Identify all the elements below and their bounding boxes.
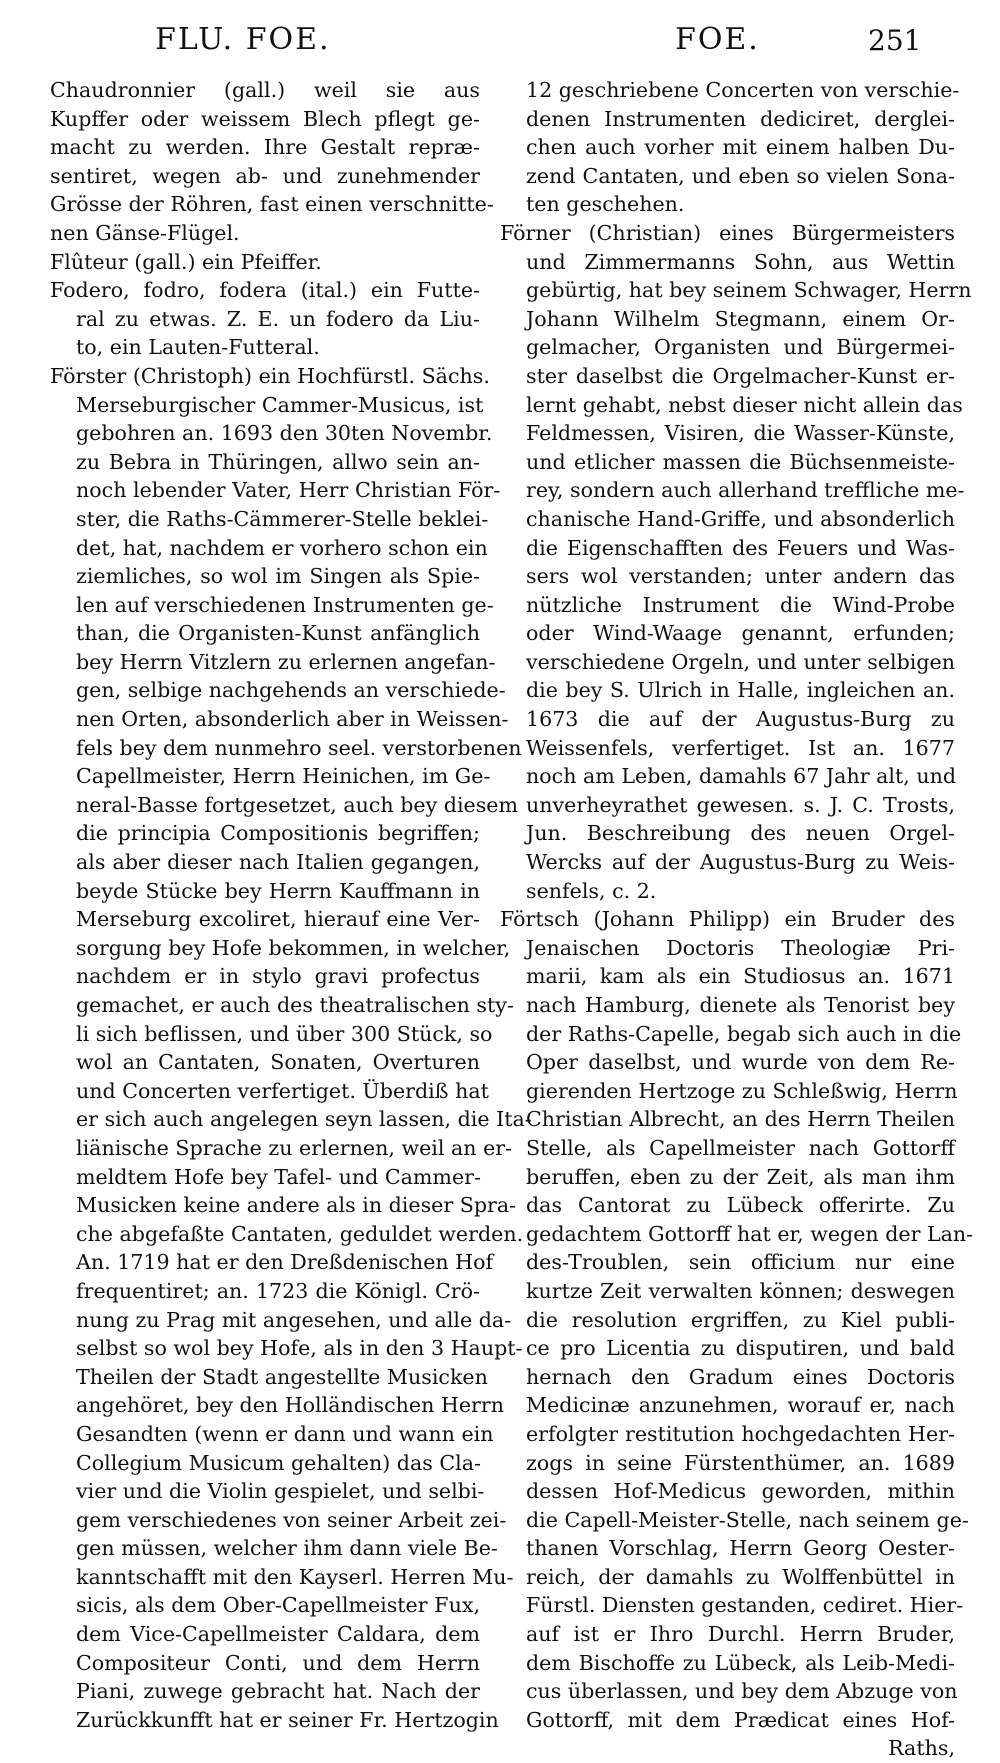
text-line: neral-Basse fortgesetzet, auch bey diesem bbox=[76, 792, 519, 817]
text-line: Compositeur Conti, und dem Herrn bbox=[76, 1650, 480, 1675]
text-line: to, ein Lauten-Futteral. bbox=[76, 335, 320, 360]
text-line: frequentiret; an. 1723 die Königl. Crö- bbox=[76, 1278, 480, 1303]
text-line: denen Instrumenten dediciret, derglei- bbox=[526, 106, 955, 131]
text-line: hernach den Gradum eines Doctoris bbox=[526, 1364, 955, 1389]
text-line: sentiret, wegen ab- und zunehmender bbox=[50, 163, 480, 188]
text-line: bey Herrn Vitzlern zu erlernen angefan- bbox=[76, 649, 496, 674]
text-line: Stelle, als Capellmeister nach Gottorff bbox=[526, 1135, 955, 1160]
text-line: und Concerten verfertiget. Überdiß hat bbox=[76, 1078, 489, 1103]
text-line: than, die Organisten-Kunst anfänglich bbox=[76, 621, 480, 646]
text-line: Feldmessen, Visiren, die Wasser-Künste, bbox=[526, 421, 955, 446]
text-line: Capellmeister, Herrn Heinichen, im Ge- bbox=[76, 764, 491, 789]
text-line: meldtem Hofe bey Tafel- und Cammer- bbox=[76, 1164, 481, 1189]
text-line: rey, sondern auch allerhand treffliche me- bbox=[526, 478, 965, 503]
text-line: Musicken keine andere als in dieser Spra- bbox=[76, 1193, 517, 1218]
text-line: ten geschehen. bbox=[526, 192, 685, 217]
text-line: gebürtig, hat bey seinem Schwager, Herrn bbox=[526, 278, 972, 303]
text-line: Flûteur (gall.) ein Pfeiffer. bbox=[50, 249, 322, 274]
text-line: An. 1719 hat er den Dreßdenischen Hof bbox=[76, 1250, 494, 1275]
text-line: beyde Stücke bey Herrn Kauffmann in bbox=[76, 878, 480, 903]
text-line: che abgefaßte Cantaten, geduldet werden. bbox=[76, 1221, 524, 1246]
text-line: Medicinæ anzunehmen, worauf er, nach bbox=[526, 1393, 955, 1418]
text-line: zend Cantaten, und eben so vielen Sona- bbox=[526, 163, 955, 188]
text-line: oder Wind-Waage genannt, erfunden; bbox=[526, 621, 955, 646]
text-line: nung zu Prag mit angesehen, und alle da- bbox=[76, 1307, 512, 1332]
text-line: gierenden Hertzoge zu Schleßwig, Herrn bbox=[526, 1078, 958, 1103]
text-line: der Raths-Capelle, begab sich auch in die bbox=[526, 1021, 962, 1046]
running-head-left: FLU. FOE. bbox=[155, 22, 331, 57]
text-line: fels bey dem nunmehro seel. verstorbenen bbox=[76, 735, 522, 760]
text-line: cus überlassen, und bey dem Abzuge von bbox=[526, 1679, 958, 1704]
text-line: gedachtem Gottorff hat er, wegen der Lan- bbox=[526, 1221, 974, 1246]
text-line: sers wol verstanden; unter andern das bbox=[526, 564, 955, 589]
text-line: marii, kam als ein Studiosus an. 1671 bbox=[526, 964, 955, 989]
text-line: Zurückkunfft hat er seiner Fr. Hertzogin bbox=[76, 1707, 499, 1732]
text-line: er sich auch angelegen seyn lassen, die Ita- bbox=[76, 1107, 532, 1132]
text-line: Raths, bbox=[888, 1736, 955, 1761]
text-line: lernt gehabt, nebst dieser nicht allein das bbox=[526, 392, 963, 417]
text-line: unverheyrathet gewesen. s. J. C. Trosts, bbox=[526, 792, 955, 817]
text-line: die resolution ergriffen, zu Kiel publi- bbox=[526, 1307, 955, 1332]
text-line: Merseburgischer Cammer-Musicus, ist bbox=[76, 392, 484, 417]
text-line: chanische Hand-Griffe, und absonderlich bbox=[526, 506, 955, 531]
text-line: beruffen, eben zu der Zeit, als man ihm bbox=[526, 1164, 955, 1189]
text-line: die principia Compositionis begriffen; bbox=[76, 821, 480, 846]
text-line: Christian Albrecht, an des Herrn Theilen bbox=[526, 1107, 955, 1132]
text-line: und etlicher massen die Büchsenmeiste- bbox=[526, 449, 955, 474]
text-line: erfolgter restitution hochgedachten Her- bbox=[526, 1421, 955, 1446]
text-line: sicis, als dem Ober-Capellmeister Fux, bbox=[76, 1593, 480, 1618]
text-line: ral zu etwas. Z. E. un fodero da Liu- bbox=[76, 306, 480, 331]
text-line: zogs in seine Fürstenthümer, an. 1689 bbox=[526, 1450, 955, 1475]
text-line: ziemliches, so wol im Singen als Spie- bbox=[76, 564, 480, 589]
text-line: ster daselbst die Orgelmacher-Kunst er- bbox=[526, 363, 955, 388]
text-line: noch lebender Vater, Herr Christian För- bbox=[76, 478, 501, 503]
text-line: len auf verschiedenen Instrumenten ge- bbox=[76, 592, 494, 617]
text-line: die Eigenschafften des Feuers und Was- bbox=[526, 535, 955, 560]
text-line: dem Bischoffe zu Lübeck, als Leib-Medi- bbox=[526, 1650, 955, 1675]
text-line: senfels, c. 2. bbox=[526, 878, 657, 903]
text-line: Förster (Christoph) ein Hochfürstl. Sächs. bbox=[50, 363, 490, 388]
right-column bbox=[500, 76, 974, 1763]
text-line: zu Bebra in Thüringen, allwo sein an- bbox=[76, 449, 480, 474]
text-line: kurtze Zeit verwalten können; deswegen bbox=[526, 1278, 955, 1303]
text-line: det, hat, nachdem er vorhero schon ein bbox=[76, 535, 488, 560]
text-line: das Cantorat zu Lübeck offerirte. Zu bbox=[526, 1193, 955, 1218]
text-line: chen auch vorher mit einem halben Du- bbox=[526, 135, 955, 160]
text-line: gelmacher, Organisten und Bürgermei- bbox=[526, 335, 955, 360]
page-number: 251 bbox=[868, 24, 922, 57]
text-line: liänische Sprache zu erlernen, weil an er- bbox=[76, 1135, 513, 1160]
text-line: angehöret, bey den Holländischen Herrn bbox=[76, 1393, 505, 1418]
text-line: wol an Cantaten, Sonaten, Overturen bbox=[76, 1050, 480, 1075]
text-line: Grösse der Röhren, fast einen verschnitte- bbox=[50, 192, 494, 217]
text-line: vier und die Violin gespielet, und selbi- bbox=[76, 1479, 485, 1504]
text-line: und Zimmermanns Sohn, aus Wettin bbox=[526, 249, 955, 274]
text-line: reich, der damahls zu Wolffenbüttel in bbox=[526, 1564, 955, 1589]
text-line: 1673 die auf der Augustus-Burg zu bbox=[526, 707, 955, 732]
text-line: Gottorff, mit dem Prædicat eines Hof- bbox=[526, 1707, 955, 1732]
text-line: nachdem er in stylo gravi profectus bbox=[76, 964, 480, 989]
text-line: als aber dieser nach Italien gegangen, bbox=[76, 850, 480, 875]
text-line: verschiedene Orgeln, und unter selbigen bbox=[526, 649, 955, 674]
text-line: macht zu werden. Ihre Gestalt repræ- bbox=[50, 135, 480, 160]
text-line: 12 geschriebene Concerten von verschie- bbox=[526, 78, 960, 102]
text-line: die bey S. Ulrich in Halle, ingleichen an. bbox=[526, 678, 955, 703]
text-line: auf ist er Ihro Durchl. Herrn Bruder, bbox=[526, 1622, 955, 1647]
text-line: nen Gänse-Flügel. bbox=[50, 220, 240, 245]
text-line: dem Vice-Capellmeister Caldara, dem bbox=[76, 1622, 480, 1647]
text-line: Fürstl. Diensten gestanden, cediret. Hier- bbox=[526, 1593, 964, 1618]
text-line: thanen Vorschlag, Herrn Georg Oester- bbox=[526, 1536, 955, 1561]
text-line: Kupffer oder weissem Blech pflegt ge- bbox=[50, 106, 480, 131]
text-line: Förtsch (Johann Philipp) ein Bruder des bbox=[500, 907, 955, 932]
text-line: gem verschiedenes von seiner Arbeit zei- bbox=[76, 1507, 507, 1532]
text-line: Theilen der Stadt angestellte Musicken bbox=[76, 1364, 488, 1389]
text-line: nen Orten, absonderlich aber in Weissen- bbox=[76, 707, 509, 732]
text-line: li sich beflissen, und über 300 Stück, so bbox=[76, 1021, 493, 1046]
text-line: kanntschafft mit den Kayserl. Herren Mu- bbox=[76, 1564, 514, 1589]
text-line: gen, selbige nachgehends an verschiede- bbox=[76, 678, 506, 703]
text-line: Gesandten (wenn er dann und wann ein bbox=[76, 1421, 494, 1446]
text-line: Fodero, fodro, fodera (ital.) ein Futte- bbox=[50, 278, 480, 303]
text-line: Förner (Christian) eines Bürgermeisters bbox=[500, 220, 955, 245]
text-line: Collegium Musicum gehalten) das Cla- bbox=[76, 1450, 481, 1475]
text-line: Jun. Beschreibung des neuen Orgel- bbox=[526, 821, 955, 846]
text-line: sorgung bey Hofe bekommen, in welcher, bbox=[76, 935, 511, 960]
text-line: nach Hamburg, dienete als Tenorist bey bbox=[526, 993, 955, 1017]
left-column bbox=[50, 76, 532, 1734]
running-header bbox=[0, 22, 1000, 68]
text-line: Merseburg excoliret, hierauf eine Ver- bbox=[76, 907, 480, 932]
text-line: Jenaischen Doctoris Theologiæ Pri- bbox=[526, 935, 955, 960]
text-line: Piani, zuwege gebracht hat. Nach der bbox=[76, 1679, 480, 1704]
text-line: gemachet, er auch des theatralischen sty- bbox=[76, 993, 514, 1017]
text-line: gen müssen, welcher ihm dann viele Be- bbox=[76, 1536, 498, 1561]
text-line: ster, die Raths-Cämmerer-Stelle beklei- bbox=[76, 506, 489, 531]
text-line: ce pro Licentia zu disputiren, und bald bbox=[526, 1336, 955, 1361]
text-line: die Capell-Meister-Stelle, nach seinem ge- bbox=[526, 1507, 969, 1532]
text-line: noch am Leben, damahls 67 Jahr alt, und bbox=[526, 764, 957, 789]
text-line: nützliche Instrument die Wind-Probe bbox=[526, 592, 955, 617]
text-line: des-Troublen, sein officium nur eine bbox=[526, 1250, 955, 1275]
text-line: Oper daselbst, und wurde von dem Re- bbox=[526, 1050, 955, 1075]
text-line: Wercks auf der Augustus-Burg zu Weis- bbox=[526, 850, 955, 875]
text-line: selbst so wol bey Hofe, als in den 3 Haupt- bbox=[76, 1336, 523, 1361]
text-line: gebohren an. 1693 den 30ten Novembr. bbox=[76, 421, 493, 446]
text-line: Weissenfels, verfertiget. Ist an. 1677 bbox=[526, 735, 955, 760]
text-line: dessen Hof-Medicus geworden, mithin bbox=[526, 1479, 955, 1504]
text-line: Chaudronnier (gall.) weil sie aus bbox=[50, 78, 480, 102]
running-head-right: FOE. bbox=[675, 22, 760, 57]
text-line: Johann Wilhelm Stegmann, einem Or- bbox=[526, 306, 955, 331]
